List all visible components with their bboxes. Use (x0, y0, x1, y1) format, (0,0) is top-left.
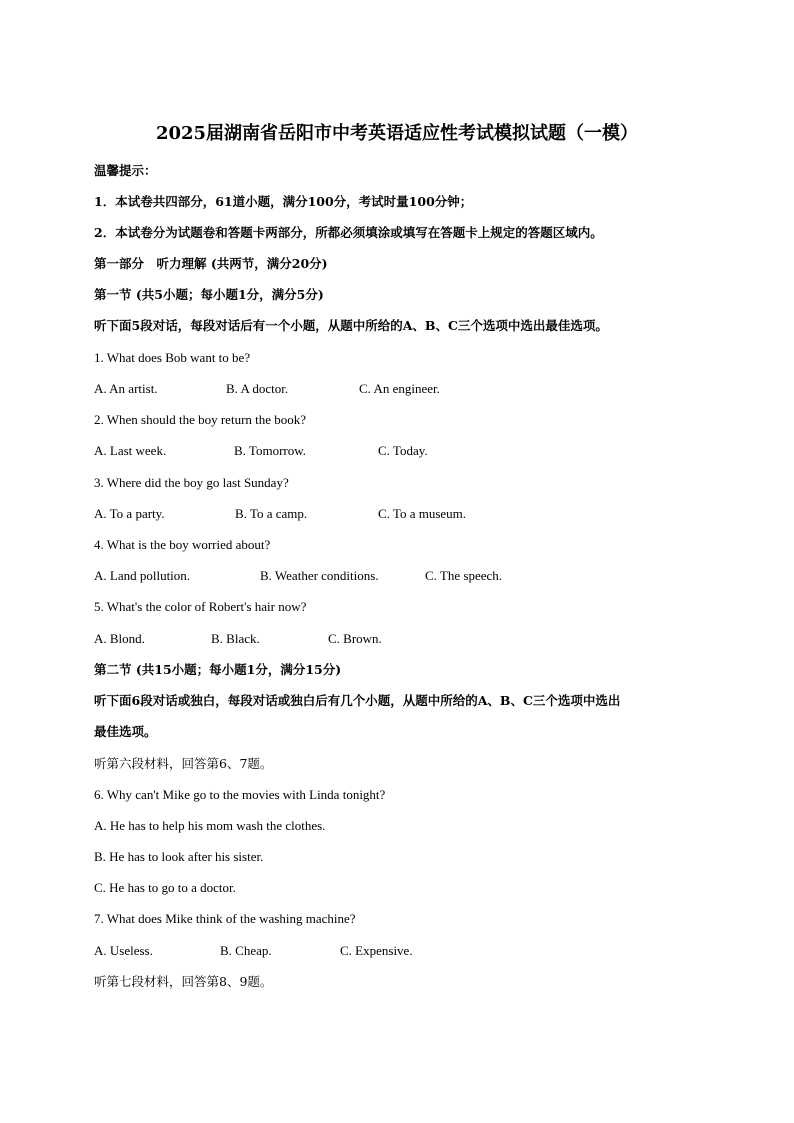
part1-heading: 第一部分 听力理解 (共两节，满分20分) (94, 256, 328, 271)
question-2-option-c: C. Today. (378, 443, 428, 458)
question-1-option-c: C. An engineer. (359, 381, 440, 396)
question-7-option-b: B. Cheap. (220, 943, 272, 958)
material-6-label: 听第六段材料，回答第6、7题。 (94, 756, 273, 771)
section2-instruction-line2: 最佳选项。 (94, 724, 157, 739)
question-4-option-c: C. The speech. (425, 568, 503, 583)
question-1-option-a: A. An artist. (94, 381, 158, 396)
question-6-option-b: B. He has to look after his sister. (94, 849, 264, 864)
section2-instruction-line1: 听下面6段对话或独白，每段对话或独白后有几个小题，从题中所给的A、B、C三个选项中选出 (94, 693, 621, 708)
question-4-option-a: A. Land pollution. (94, 568, 191, 583)
question-7-option-c: C. Expensive. (340, 943, 413, 958)
question-4-option-b: B. Weather conditions. (260, 568, 379, 583)
question-3-stem: 3. Where did the boy go last Sunday? (94, 475, 289, 490)
question-7-option-a: A. Useless. (94, 943, 153, 958)
question-4-stem: 4. What is the boy worried about? (94, 537, 271, 552)
section2-heading: 第二节 (共15小题；每小题1分，满分15分) (94, 662, 342, 677)
question-3-option-c: C. To a museum. (378, 506, 467, 521)
section1-instruction: 听下面5段对话，每段对话后有一个小题，从题中所给的A、B、C三个选项中选出最佳选项。 (94, 318, 608, 333)
question-5-option-b: B. Black. (211, 631, 260, 646)
question-5-stem: 5. What's the color of Robert's hair now? (94, 599, 307, 614)
question-1-option-b: B. A doctor. (226, 381, 289, 396)
question-6-option-c: C. He has to go to a doctor. (94, 880, 236, 895)
question-6-stem: 6. Why can't Mike go to the movies with Linda tonight? (94, 787, 386, 802)
question-6-option-a: A. He has to help his mom wash the clothes. (94, 818, 326, 833)
question-3-option-a: A. To a party. (94, 506, 165, 521)
question-3-option-b: B. To a camp. (235, 506, 308, 521)
notice-heading: 温馨提示： (94, 163, 157, 178)
question-2-stem: 2. When should the boy return the book? (94, 412, 307, 427)
section1-heading: 第一节 (共5小题；每小题1分，满分5分) (94, 287, 324, 302)
notice-item-1: 1．本试卷共四部分，61道小题，满分100分，考试时量100分钟； (94, 194, 473, 209)
question-1-stem: 1. What does Bob want to be? (94, 350, 251, 365)
question-7-stem: 7. What does Mike think of the washing machine? (94, 911, 356, 926)
question-2-option-b: B. Tomorrow. (234, 443, 307, 458)
question-5-option-a: A. Blond. (94, 631, 145, 646)
notice-item-2: 2．本试卷分为试题卷和答题卡两部分，所都必须填涂或填写在答题卡上规定的答题区域内。 (94, 225, 603, 240)
material-7-label: 听第七段材料，回答第8、9题。 (94, 974, 273, 989)
question-2-option-a: A. Last week. (94, 443, 167, 458)
page-title: 2025届湖南省岳阳市中考英语适应性考试模拟试题（一模） (155, 123, 639, 144)
question-5-option-c: C. Brown. (328, 631, 382, 646)
